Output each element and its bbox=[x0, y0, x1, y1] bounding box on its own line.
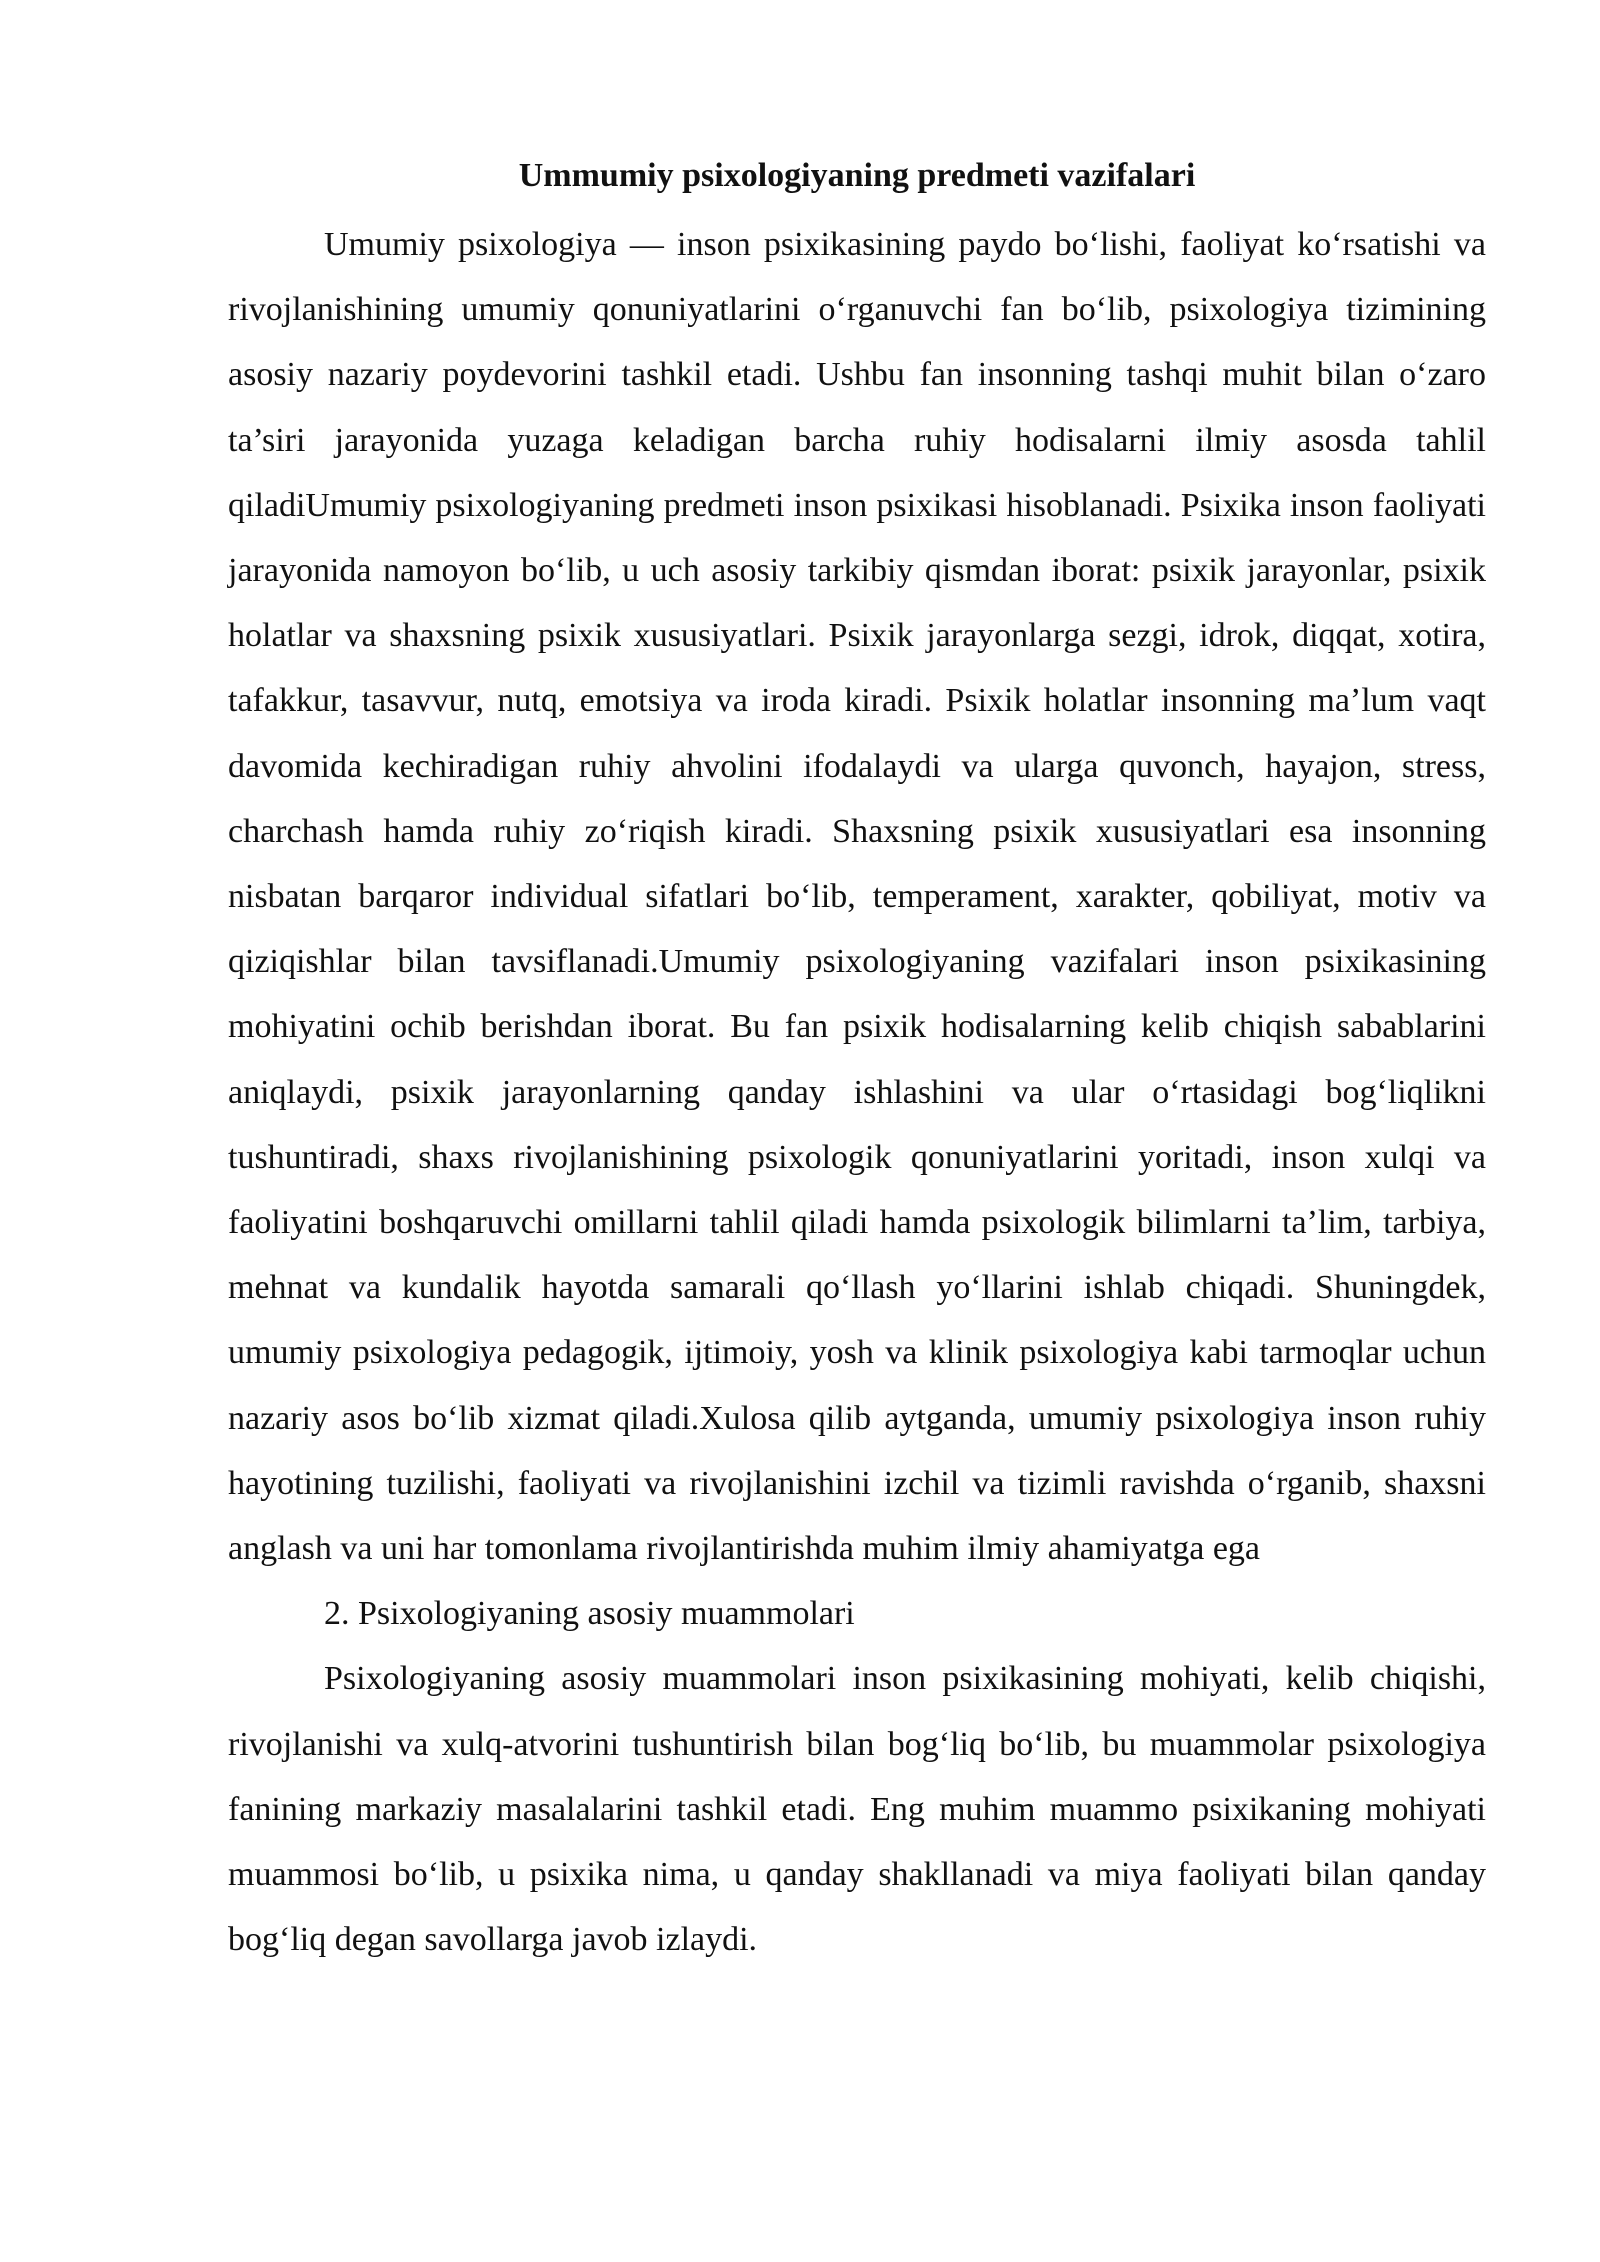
section-heading: 2. Psixologiyaning asosiy muammolari bbox=[324, 1595, 855, 1633]
document-title: Ummumiy psixologiyaning predmeti vazifalari bbox=[518, 157, 1196, 194]
body-paragraph: Psixologiyaning asosiy muammolari inson psixikasining mohiyati, kelib chiqishi, rivojlanishi va xulq-atvorini tushuntirish bilan bog‘liq bo‘lib, bu muammolar psixologiya fanining markaziy masalalarini tashkil etadi. Eng muhim muammo psixikaning mohiyati muammosi bo‘lib, u psixika nima, u qanday shakllanadi va miya faoliyati bilan qanday bog‘liq degan savollarga javob izlaydi. bbox=[228, 1660, 1486, 1959]
document-page bbox=[228, 150, 1486, 1972]
body-paragraph: Umumiy psixologiya — inson psixikasining paydo bo‘lishi, faoliyat ko‘rsatishi va rivojlanishining umumiy qonuniyatlarini o‘rganuvchi fan bo‘lib, psixologiya tizimining asosiy nazariy poydevorini tashkil etadi. Ushbu fan insonning tashqi muhit bilan o‘zaro ta’siri jarayonida yuzaga keladigan barcha ruhiy hodisalarni ilmiy asosda tahlil qiladiUmumiy psixologiyaning predmeti inson psixikasi hisoblanadi. Psixika inson faoliyati jarayonida namoyon bo‘lib, u uch asosiy tarkibiy qismdan iborat: psixik jarayonlar, psixik holatlar va shaxsning psixik xususiyatlari. Psixik jarayonlarga sezgi, idrok, diqqat, xotira, tafakkur, tasavvur, nutq, emotsiya va iroda kiradi. Psixik holatlar insonning ma’lum vaqt davomida kechiradigan ruhiy ahvolini ifodalaydi va ularga quvonch, hayajon, stress, charchash hamda ruhiy zo‘riqish kiradi. Shaxsning psixik xususiyatlari esa insonning nisbatan barqaror individual sifatlari bo‘lib, temperament, xarakter, qobiliyat, motiv va qiziqishlar bilan tavsiflanadi.Umumiy psixologiyaning vazifalari inson psixikasining mohiyatini ochib berishdan iborat. Bu fan psixik hodisalarning kelib chiqish sabablarini aniqlaydi, psixik jarayonlarning qanday ishlashini va ular o‘rtasidagi bog‘liqlikni tushuntiradi, shaxs rivojlanishining psixologik qonuniyatlarini yoritadi, inson xulqi va faoliyatini boshqaruvchi omillarni tahlil qiladi hamda psixologik bilimlarni ta’lim, tarbiya, mehnat va kundalik hayotda samarali qo‘llash yo‘llarini ishlab chiqadi. Shuningdek, umumiy psixologiya pedagogik, ijtimoiy, yosh va klinik psixologiya kabi tarmoqlar uchun nazariy asos bo‘lib xizmat qiladi.Xulosa qilib aytganda, umumiy psixologiya inson ruhiy hayotining tuzilishi, faoliyati va rivojlanishini izchil va tizimli ravishda o‘rganib, shaxsni anglash va uni har tomonlama rivojlantirishda muhim ilmiy ahamiyatga ega bbox=[228, 226, 1486, 1568]
